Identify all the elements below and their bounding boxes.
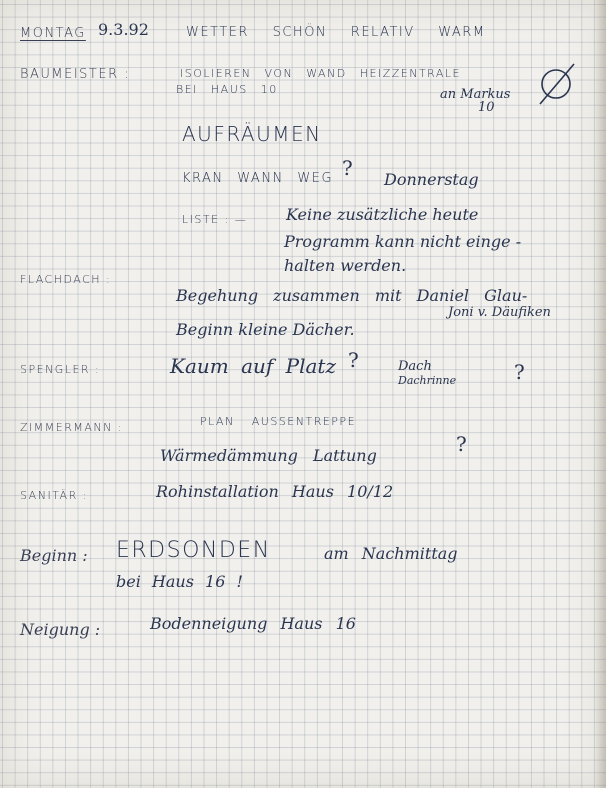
page-edge-shadow: [594, 0, 606, 788]
zimmermann-line2: Wärmedämmung Lattung: [160, 446, 377, 465]
spengler-q1: ?: [348, 348, 359, 372]
flachdach-line1: Begehung zusammen mit Daniel Glau-: [176, 286, 528, 305]
liste-label: LISTE : —: [182, 213, 248, 226]
spengler-label: SPENGLER :: [20, 363, 101, 376]
liste-line2: Programm kann nicht einge -: [284, 232, 522, 251]
baumeister-label: BAUMEISTER :: [20, 67, 131, 82]
beginn-erdsonden: ERDSONDEN: [116, 538, 271, 563]
day-label: MONTAG: [20, 26, 86, 41]
beginn-rest: am Nachmittag: [324, 544, 458, 563]
kran-day: Donnerstag: [384, 170, 479, 189]
flachdach-line2: Beginn kleine Dächer.: [176, 320, 355, 339]
baumeister-note2: 10: [478, 100, 495, 115]
spengler-dach: Dach: [398, 359, 432, 374]
aufraeumen: AUFRÄUMEN: [182, 122, 322, 146]
date: 9.3.92: [98, 20, 149, 39]
spengler-dachrinne: Dachrinne: [398, 374, 457, 387]
neigung-label: Neigung :: [20, 620, 101, 639]
kran-question: KRAN WANN WEG: [182, 171, 334, 186]
empty-set-icon: [534, 62, 578, 106]
baumeister-note: an Markus: [440, 87, 511, 102]
zimmermann-line1: PLAN AUSSENTREPPE: [200, 415, 357, 428]
flachdach-line1b: Joni v. Däufiken: [448, 305, 551, 320]
zimmermann-q: ?: [456, 432, 467, 456]
liste-line3: halten werden.: [284, 256, 407, 275]
kran-question-mark: ?: [342, 156, 353, 180]
neigung-line1: Bodenneigung Haus 16: [150, 614, 356, 633]
beginn-line2: bei Haus 16 !: [116, 572, 243, 591]
baumeister-line2: BEI HAUS 10: [176, 83, 278, 96]
baumeister-line1: ISOLIEREN VON WAND HEIZZENTRALE: [180, 67, 461, 80]
beginn-label: Beginn :: [20, 546, 88, 565]
spengler-q2: ?: [514, 360, 525, 384]
zimmermann-label: ZIMMERMANN :: [20, 421, 124, 434]
liste-line1: Keine zusätzliche heute: [286, 205, 479, 224]
flachdach-label: FLACHDACH :: [20, 273, 112, 286]
sanitaer-label: SANITÄR :: [20, 489, 88, 502]
spengler-line1: Kaum auf Platz: [170, 354, 336, 378]
sanitaer-line1: Rohinstallation Haus 10/12: [156, 482, 394, 501]
weather-note: WETTER SCHÖN RELATIV WARM: [186, 25, 486, 40]
